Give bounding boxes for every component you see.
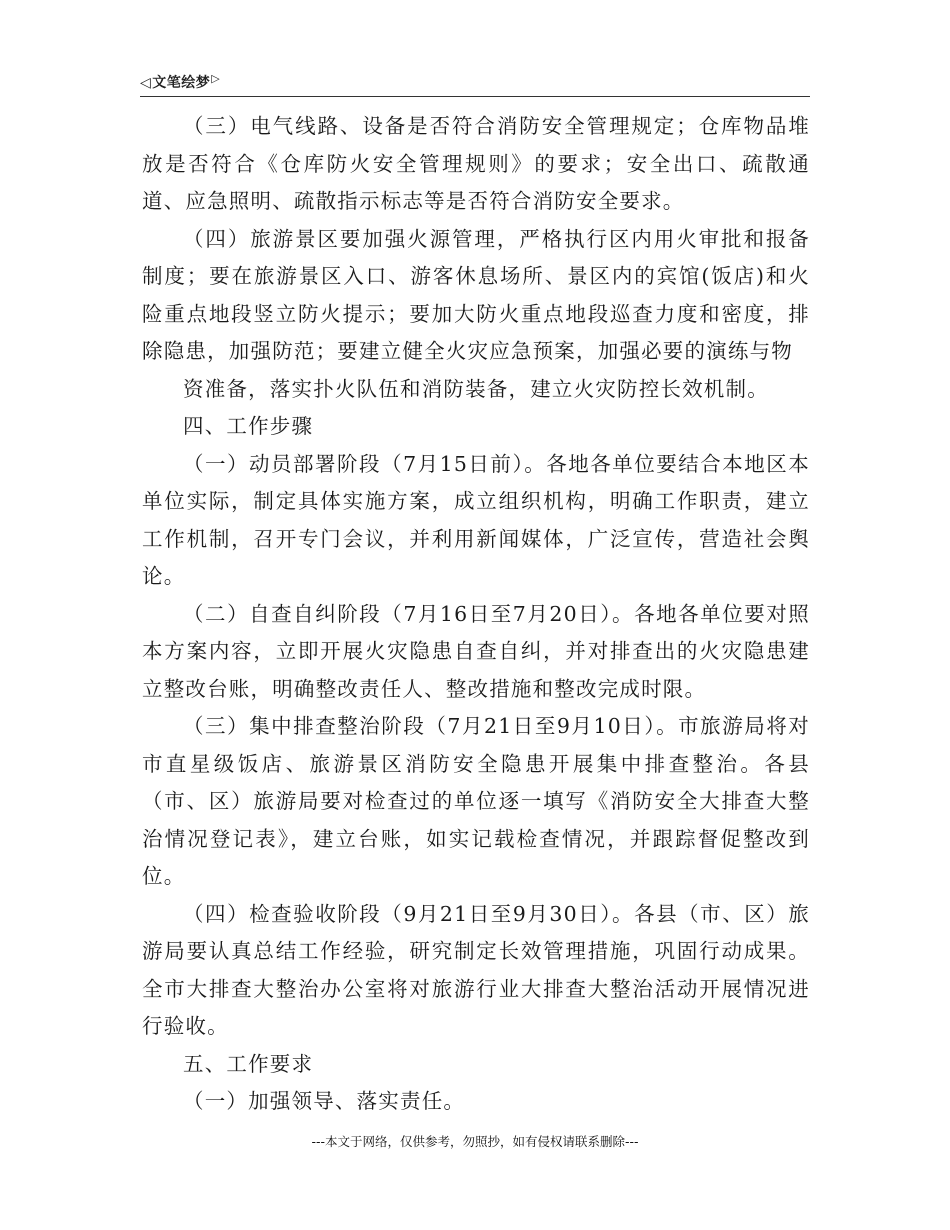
paragraph-strengthen-leadership: （一）加强领导、落实责任。 [183, 1089, 466, 1113]
right-triangle-icon: ▷ [211, 72, 221, 85]
paragraph-electrical-check: （三）电气线路、设备是否符合消防安全管理规定；仓库物品堆放是否符合《仓库防火安全管理规则》的要求；安全出口、疏散通道、应急照明、疏散指示标志等是否符合消防安全要求。 [142, 114, 810, 213]
document-body [142, 108, 810, 1121]
left-triangle-icon: ◁ [140, 75, 152, 91]
section-heading-work-requirements: 五、工作要求 [183, 1051, 314, 1076]
section-heading-work-steps: 四、工作步骤 [183, 414, 314, 438]
brand-label: 文笔绘梦 [152, 75, 211, 91]
paragraph-mobilization-phase: （一）动员部署阶段（7月15日前）。各地各单位要结合本地区本单位实际，制定具体实施方案，成立组织机构，明确工作职责，建立工作机制，召开专门会议，并利用新闻媒体，广泛宣传，营造社会舆论。 [142, 451, 810, 588]
paragraph-scenic-fire-management: （四）旅游景区要加强火源管理，严格执行区内用火审批和报备制度；要在旅游景区入口、游客休息场所、景区内的宾馆(饭店)和火险重点地段竖立防火提示；要加大防火重点地段巡查力度和密度，排除隐患，加强防范；要建立健全火灾应急预案，加强必要的演练与物 [142, 226, 810, 363]
header-divider [140, 96, 810, 97]
paragraph-acceptance-phase: （四）检查验收阶段（9月21日至9月30日）。各县（市、区）旅游局要认真总结工作经验，研究制定长效管理措施，巩固行动成果。全市大排查大整治办公室将对旅游行业大排查大整治活动开展情况进行验收。 [142, 901, 810, 1038]
paragraph-self-inspection-phase: （二）自查自纠阶段（7月16日至7月20日）。各地各单位要对照本方案内容，立即开展火灾隐患自查自纠，并对排查出的火灾隐患建立整改台账，明确整改责任人、整改措施和整改完成时限。 [142, 601, 810, 701]
document-header-brand [140, 72, 220, 92]
paragraph-centralized-rectification-phase: （三）集中排查整治阶段（7月21日至9月10日）。市旅游局将对市直星级饭店、旅游景区消防安全隐患开展集中排查整治。各县（市、区）旅游局要对检查过的单位逐一填写《消防安全大排查大整治情况登记表》，建立台账，如实记载检查情况，并跟踪督促整改到位。 [142, 714, 810, 888]
footer-disclaimer: ---本文于网络，仅供参考，勿照抄，如有侵权请联系删除--- [311, 1134, 639, 1149]
paragraph-scenic-fire-management-tail: 资准备，落实扑火队伍和消防装备，建立火灾防控长效机制。 [183, 376, 769, 401]
